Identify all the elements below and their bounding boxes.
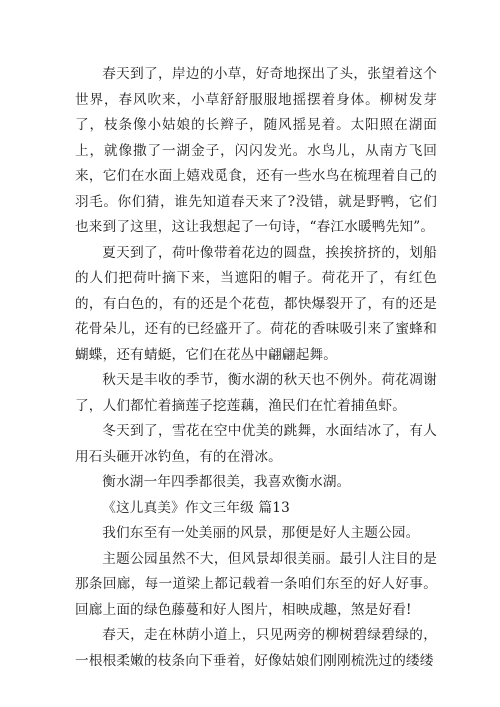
document-page	[75, 62, 437, 674]
paragraph-spring: 春天到了，岸边的小草，好奇地探出了头，张望着这个世界，春风吹来，小草舒舒服服地摇摆着身体。柳树发芽了，枝条像小姑娘的长辫子，随风摇晃着。太阳照在湖面上，就像撒了一湖金子，闪闪发光。水鸟儿，从南方飞回来，它们在水面上嬉戏觅食，还有一些水鸟在梳理着自己的羽毛。你们猜，谁先知道春天来了?没错，就是野鸭，它们也来到了这里，这让我想起了一句诗，“春江水暖鸭先知”。	[75, 66, 437, 235]
paragraph-intro: 我们东至有一处美丽的风景，那便是好人主题公园。	[102, 525, 420, 541]
paragraph-autumn: 秋天是丰收的季节，衡水湖的秋天也不例外。荷花凋谢了，人们都忙着摘莲子挖莲藕，渔民们在忙着捕鱼虾。	[75, 372, 437, 414]
paragraph-summer: 夏天到了，荷叶像带着花边的圆盘，挨挨挤挤的，划船的人们把荷叶摘下来，当遮阳的帽子。荷花开了，有红色的，有白色的，有的还是个花苞，都快爆裂开了，有的还是花骨朵儿，还有的已经盛开了。荷花的香味吸引来了蜜蜂和蝴蝶，还有蜻蜓，它们在花丛中翩翩起舞。	[75, 244, 437, 363]
paragraph-winter: 冬天到了，雪花在空中优美的跳舞，水面结冰了，有人用石头砸开冰钓鱼，有的在滑冰。	[75, 423, 437, 465]
paragraph-spring-path: 春天，走在林荫小道上，只见两旁的柳树碧绿碧绿的，一根根柔嫩的枝条向下垂着，好像姑娘们刚刚梳洗过的缕缕	[75, 627, 437, 669]
paragraph-park: 主题公园虽然不大，但风景却很美丽。最引人注目的是那条回廊，每一道梁上都记载着一条咱们东至的好人好事。回廊上面的绿色藤蔓和好人图片，相映成趣，煞是好看!	[75, 550, 437, 618]
section-title: 《这儿真美》作文三年级 篇13	[102, 499, 290, 516]
paragraph-conclusion: 衡水湖一年四季都很美，我喜欢衡水湖。	[102, 474, 351, 490]
